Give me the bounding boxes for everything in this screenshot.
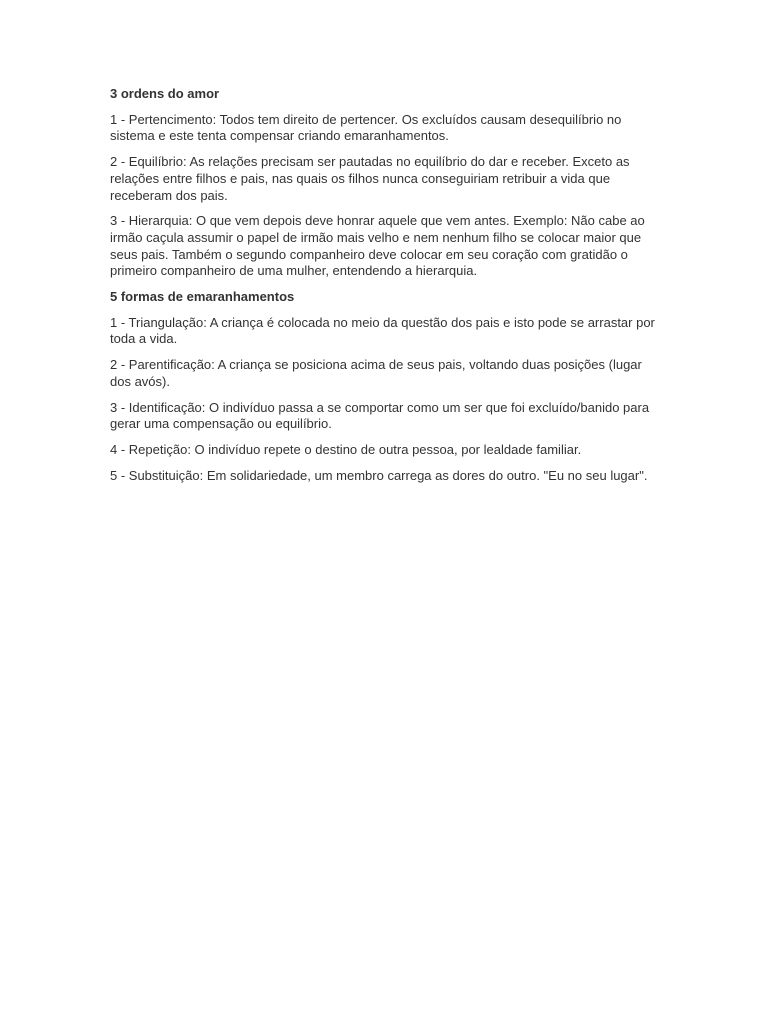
paragraph-triangulacao: 1 - Triangulação: A criança é colocada no meio da questão dos pais e isto pode se arrastar por toda a vida.: [110, 314, 655, 347]
paragraph-repeticao: 4 - Repetição: O indivíduo repete o destino de outra pessoa, por lealdade familiar.: [110, 441, 582, 457]
paragraph-parentificacao: 2 - Parentificação: A criança se posiciona acima de seus pais, voltando duas posições (lugar dos avós).: [110, 357, 642, 389]
paragraph-pertencimento: 1 - Pertencimento: Todos tem direito de pertencer. Os excluídos causam desequilíbrio no sistema e este tenta compensar criando emaranhamentos.: [110, 111, 622, 144]
paragraph-equilibrio: 2 - Equilíbrio: As relações precisam ser pautadas no equilíbrio do dar e receber. Exceto as relações entre filhos e pais, nas quais os filhos nunca conseguiriam retribuir a vida que receberam dos pais.: [110, 154, 630, 203]
paragraph-hierarquia: 3 - Hierarquia: O que vem depois deve honrar aquele que vem antes. Exemplo: Não cabe ao irmão caçula assumir o papel de irmão mais velho e nem nenhum filho se colocar maior que seus pais. Também o segundo companheiro deve colocar em seu coração com gratidão o primeiro companheiro de uma mulher, entendendo a hierarquia.: [110, 213, 645, 279]
document-page: [110, 86, 662, 493]
section-heading-ordens: 3 ordens do amor: [110, 86, 220, 101]
paragraph-substituicao: 5 - Substituição: Em solidariedade, um membro carrega as dores do outro. "Eu no seu lugar".: [110, 467, 648, 483]
paragraph-identificacao: 3 - Identificação: O indivíduo passa a se comportar como um ser que foi excluído/banido para gerar uma compensação ou equilíbrio.: [110, 399, 650, 432]
section-heading-emaranhamentos: 5 formas de emaranhamentos: [110, 289, 295, 305]
